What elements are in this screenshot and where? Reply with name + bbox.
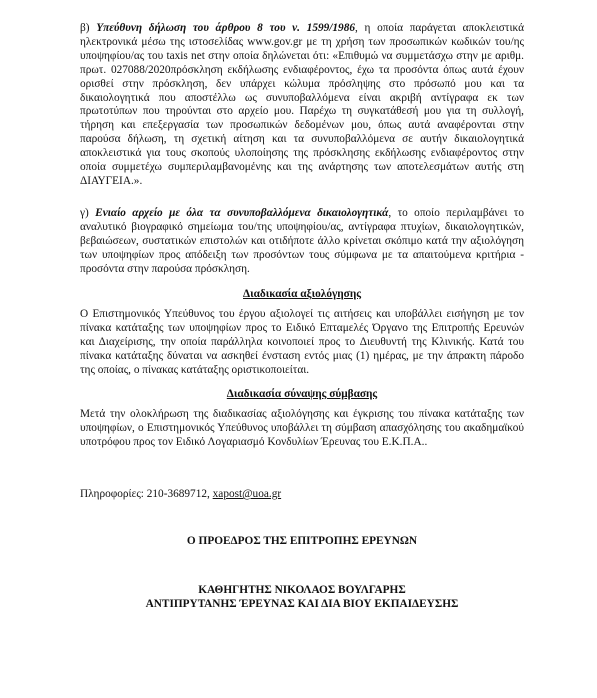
- section-heading-evaluation: Διαδικασία αξιολόγησης: [243, 288, 361, 300]
- paragraph-supporting-documents: [80, 207, 524, 277]
- item-title: Υπεύθυνη δήλωση του άρθρου 8 του ν. 1599/1986: [96, 22, 355, 34]
- paragraph-solemn-declaration: [80, 22, 524, 189]
- signature-name: ΚΑΘΗΓΗΤΗΣ ΝΙΚΟΛΑΟΣ ΒΟΥΛΓΑΡΗΣ: [198, 584, 406, 596]
- paragraph-evaluation: Ο Επιστημονικός Υπεύθυνος του έργου αξιολογεί τις αιτήσεις και υποβάλλει εισήγηση με τον πίνακα κατάταξης των υποψηφίων προς το Ειδικό Επταμελές Όργανο της Επιτροπής Ερευνών και Διαχείρισης, την οποία παράλληλα κοινοποιεί προς τo Διευθυντή της Κλινικής. Κατά του πίνακα κατάταξης δύναται να ασκηθεί ένσταση εντός μιας (1) ημέρας, με την άπρακτη πάροδο της οποίας, ο πίνακας κατάταξης οριστικοποιείται.: [80, 308, 524, 376]
- contact-label: Πληροφορίες: 210-3689712,: [80, 488, 213, 500]
- signature-chair-title: Ο ΠΡΟΕΔΡΟΣ ΤΗΣ ΕΠΙΤΡΟΠΗΣ ΕΡΕΥΝΩΝ: [186, 535, 418, 547]
- paragraph-contract: Μετά την ολοκλήρωση της διαδικασίας αξιολόγησης και έγκρισης του πίνακα κατάταξης των υποψηφίων, ο Επιστημονικός Υπεύθυνος υποβάλλει τη σύμβαση απασχόλησης του ακαδημαϊκού υποτρόφου προς τον Ειδικό Λογαριασμό Κονδυλίων Έρευνας του Ε.Κ.Π.Α..: [80, 408, 524, 448]
- section-heading-contract: Διαδικασία σύναψης σύμβασης: [226, 388, 378, 400]
- item-title: Ενιαίο αρχείο με όλα τα συνυποβαλλόμενα δικαιολογητικά: [95, 207, 389, 219]
- item-marker: γ): [80, 207, 96, 219]
- item-marker: β): [80, 22, 97, 34]
- contact-email-link[interactable]: xapost@uoa.gr: [212, 488, 282, 500]
- signature-role: ΑΝΤΙΠΡΥΤΑΝΗΣ ΈΡΕΥΝΑΣ ΚΑΙ ΔΙΑ ΒΙΟΥ ΕΚΠΑΙΔΕΥΣΗΣ: [145, 598, 459, 610]
- contact-info: [80, 488, 524, 502]
- item-body: , η οποία παράγεται αποκλειστικά ηλεκτρονικά μέσω της ιστοσελίδας www.gov.gr με τη χρήση των προσωπικών κωδικών του/ης υποψηφίου/ας του taxis net στην οποία δηλώνεται ότι: «Επιθυμώ να συμμετάσχω στην με αριθμ. πρωτ. 027088/2020πρόσκληση εκδήλωσης ενδιαφέροντος, έχω τα προσόντα όπως αυτά έχουν ορισθεί στην πρόσκληση, δεν υπάρχει κώλυμα πρόσληψης στο πρόσωπό μου και τα δικαιολογητικά που αποστέλλω ως συνυποβαλλόμενα είναι ακριβή αντίγραφα εκ των πρωτοτύπων που τηρούνται στο αρχείο μου. Παρέχω τη συγκατάθεσή μου για τη συλλογή, τήρηση και επεξεργασία των προσωπικών δεδομένων μου, όπως αυτά αναφέρονται στην παρούσα δήλωση, τη σχετική αίτηση και τα συνυποβαλλόμενα σε αυτήν δικαιολογητικά αποκλειστικά για τους σκοπούς υλοποίησης της πρόσκλησης εκδήλωσης ενδιαφέροντος στην οποία συμμετέχω συμπεριλαμβανομένης και της ανάρτησης των αποτελεσμάτων αυτής στη ΔΙΑΥΓΕΙΑ.».: [80, 22, 524, 187]
- item-body: , το οποίο περιλαμβάνει το αναλυτικό βιογραφικό σημείωμα του/της υποψηφίου/ας, αντίγραφα πτυχίων, δικαιολογητικών, βεβαιώσεων, συστατικών επιστολών και οτιδήποτε άλλο κρίνεται σκόπιμο κατά την αξιολόγηση των υποψηφίων προς απόδειξη των προσόντων τους σύμφωνα με τα απαιτούμενα κριτήρια - προσόντα στην παρούσα πρόσκληση.: [80, 207, 524, 275]
